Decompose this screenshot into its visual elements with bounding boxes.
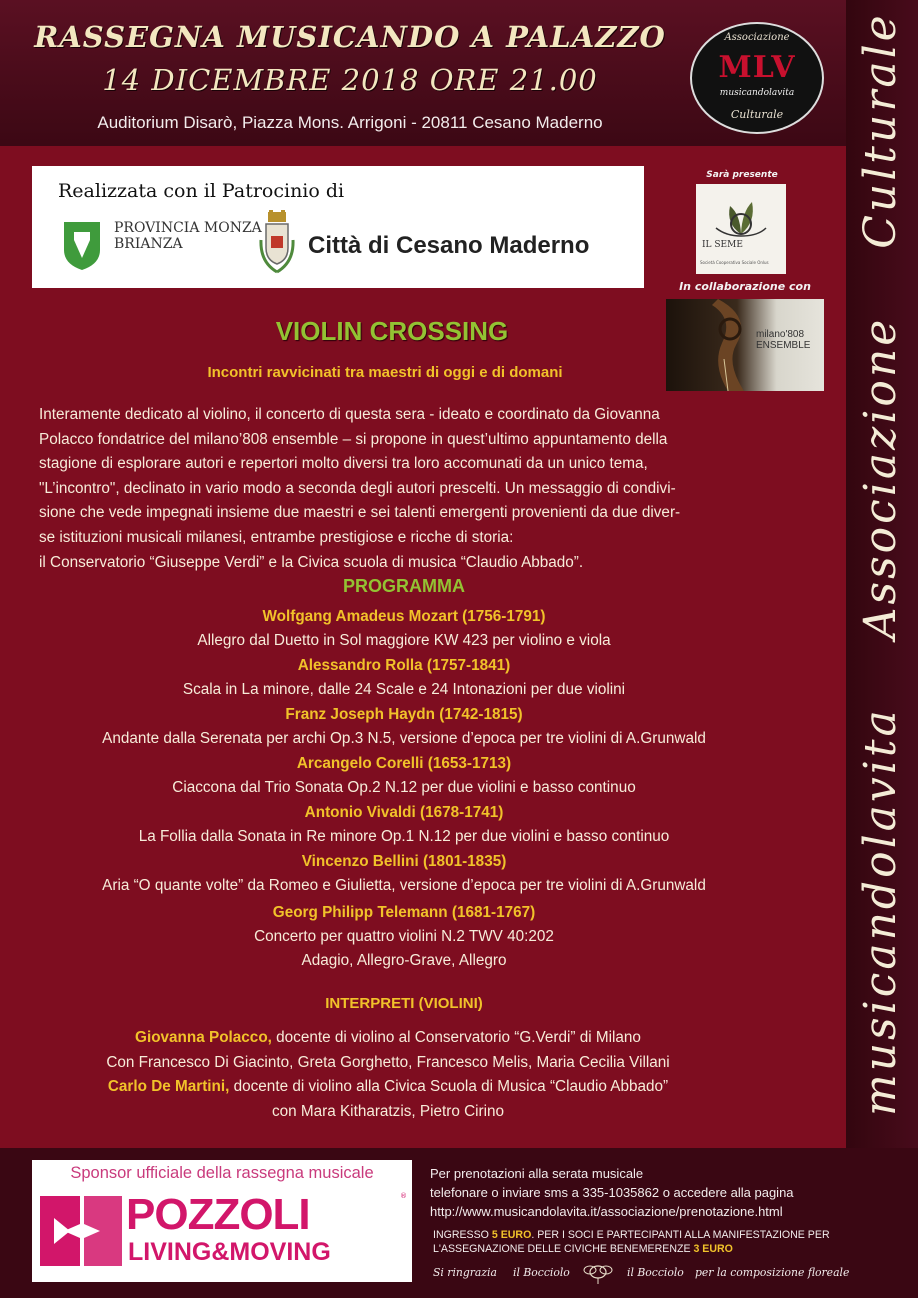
programme-list <box>0 604 808 973</box>
programme-composer: Wolfgang Amadeus Mozart (1756-1791) <box>262 608 546 625</box>
programme-composer: Georg Philipp Telemann (1681-1767) <box>272 904 536 921</box>
sponsor-label: Sponsor ufficiale della rassegna musicale <box>70 1164 374 1182</box>
provincia-name: PROVINCIA MONZA BRIANZA <box>114 220 262 252</box>
price-conditions: L'ASSEGNAZIONE DELLE CIVICHE BENEMERENZE <box>433 1243 694 1255</box>
programme-heading: PROGRAMMA <box>343 576 465 596</box>
patronage-title: Realizzata con il Patrocinio di <box>58 180 345 202</box>
thanks-text: per la composizione floreale <box>695 1266 850 1279</box>
programme-piece: Aria “O quante volte” da Romeo e Giulietta, versione d’epoca per tre violini di A.Grunwald <box>102 877 706 894</box>
price-prefix: INGRESSO <box>433 1229 492 1241</box>
programme-piece: La Follia dalla Sonata in Re minore Op.1 N.12 per due violini e basso continuo <box>138 828 670 845</box>
price-value: 3 EURO <box>693 1243 733 1255</box>
collaboration-label: In collaborazione con <box>679 280 811 293</box>
intro-line: se istituzioni musicali milanesi, entrambe prestigiose e ricche di storia: <box>39 528 514 546</box>
booking-info <box>430 1164 850 1221</box>
performer-line <box>0 1100 776 1125</box>
programme-piece: Ciaccona dal Trio Sonata Op.2 N.12 per due violini e basso continuo <box>172 779 636 796</box>
intro-line: sione che vede impegnati insieme due maestri e sei talenti emergenti provenienti da due diver- <box>39 504 681 522</box>
il-seme-name: IL SEME <box>702 240 743 250</box>
intro-line: il Conservatorio “Giuseppe Verdi” e la Civica scuola di musica “Claudio Abbado”. <box>39 553 584 571</box>
florist-name: il Bocciolo <box>513 1266 570 1279</box>
association-logo-middle: musicandolavita <box>719 88 795 98</box>
present-label: Sarà presente <box>706 170 778 180</box>
intro-line: Polacco fondatrice del milano’808 ensemble – si propone in quest’ultimo appuntamento della <box>39 430 668 448</box>
side-band-word: Culturale <box>855 12 906 249</box>
flower-icon <box>577 1260 619 1284</box>
event-date: 14 DICEMBRE 2018 ORE 21.00 <box>102 63 598 97</box>
side-band-text <box>851 12 911 1150</box>
programme-piece: Concerto per quattro violini N.2 TWV 40:202 <box>254 928 554 945</box>
programme-piece: Andante dalla Serenata per archi Op.3 N.5, versione d’epoca per tre violini di A.Grunwald <box>102 730 706 747</box>
il-seme-logo <box>696 184 786 274</box>
intro-line: Interamente dedicato al violino, il concerto di questa sera - ideato e coordinato da Giovanna <box>39 406 660 423</box>
sponsor-registered-mark: ® <box>400 1192 407 1200</box>
association-logo-bottom: Culturale <box>730 108 784 121</box>
association-logo <box>690 22 824 134</box>
association-logo-top: Associazione <box>724 32 790 43</box>
booking-url[interactable]: http://www.musicandolavita.it/associazione/prenotazione.html <box>430 1204 783 1219</box>
performer-role: con Mara Kitharatzis, Pietro Cirino <box>271 1102 505 1120</box>
price-conditions: . PER I SOCI E PARTECIPANTI ALLA MANIFESTAZIONE PER <box>531 1229 830 1241</box>
florist-name: il Bocciolo <box>627 1266 684 1279</box>
performers-list <box>0 1026 776 1124</box>
sponsor-box <box>32 1160 412 1282</box>
performer-role: Con Francesco Di Giacinto, Greta Gorghetto, Francesco Melis, Maria Cecilia Villani <box>106 1053 670 1071</box>
event-subtitle: Incontri ravvicinati tra maestri di oggi e di domani <box>207 364 563 381</box>
programme-composer: Alessandro Rolla (1757-1841) <box>297 657 511 674</box>
event-venue: Auditorium Disarò, Piazza Mons. Arrigoni - 20811 Cesano Maderno <box>97 113 603 132</box>
event-intro <box>39 403 819 575</box>
patronage-box <box>32 166 644 288</box>
cesano-name: Città di Cesano Maderno <box>308 232 590 259</box>
price-info <box>433 1228 848 1256</box>
intro-line: stagione di esplorare autori e repertori molto diversi tra loro accomunati da un unico tema, <box>39 455 648 473</box>
thanks-text: Si ringrazia <box>433 1266 497 1279</box>
performer-name: Carlo De Martini, <box>107 1078 230 1095</box>
price-value: 5 EURO <box>491 1229 532 1241</box>
performer-name: Giovanna Polacco, <box>135 1029 272 1046</box>
programme-composer: Antonio Vivaldi (1678-1741) <box>304 804 504 821</box>
side-band-word: musicandolavita <box>855 707 906 1116</box>
sponsor-tagline: LIVING&MOVING <box>128 1238 331 1266</box>
ensemble-name: milano'808 ENSEMBLE <box>756 329 811 351</box>
sponsor-brand: POZZOLI <box>126 1190 310 1239</box>
pozzoli-mark-icon <box>40 1196 122 1266</box>
programme-composer: Vincenzo Bellini (1801-1835) <box>301 853 507 870</box>
performer-line <box>0 1075 776 1100</box>
provincia-shield-icon <box>60 216 104 272</box>
programme-piece: Scala in La minore, dalle 24 Scale e 24 Intonazioni per due violini <box>182 681 626 698</box>
price-line <box>433 1228 848 1242</box>
event-series-title: RASSEGNA MUSICANDO A PALAZZO <box>34 20 666 54</box>
performer-role: docente di violino alla Civica Scuola di Musica “Claudio Abbado” <box>229 1078 669 1095</box>
performer-line <box>0 1051 776 1076</box>
booking-line: telefonare o inviare sms a 335-1035862 o accedere alla pagina <box>430 1185 794 1200</box>
booking-line: Per prenotazioni alla serata musicale <box>430 1166 644 1181</box>
thanks-line <box>433 1262 853 1284</box>
event-title: VIOLIN CROSSING <box>275 316 509 346</box>
cesano-crest-icon <box>258 210 296 280</box>
programme-composer: Franz Joseph Haydn (1742-1815) <box>285 706 523 723</box>
performer-line <box>0 1026 776 1051</box>
side-band-word: Associazione <box>855 316 906 640</box>
il-seme-subtitle: Società Cooperativa Sociale Onlus <box>700 260 769 265</box>
programme-composer: Arcangelo Corelli (1653-1713) <box>296 755 512 772</box>
association-logo-letters: MLV <box>718 50 796 85</box>
performer-role: docente di violino al Conservatorio “G.Verdi” di Milano <box>271 1029 641 1046</box>
leaf-icon <box>696 184 786 244</box>
intro-line: "L’incontro", declinato in vario modo a seconda degli autori prescelti. Un messaggio di condivi- <box>39 479 676 497</box>
performers-heading: INTERPRETI (VIOLINI) <box>325 995 483 1012</box>
programme-piece: Allegro dal Duetto in Sol maggiore KW 423 per violino e viola <box>197 632 611 649</box>
programme-piece: Adagio, Allegro-Grave, Allegro <box>301 952 507 969</box>
price-line <box>433 1242 848 1256</box>
